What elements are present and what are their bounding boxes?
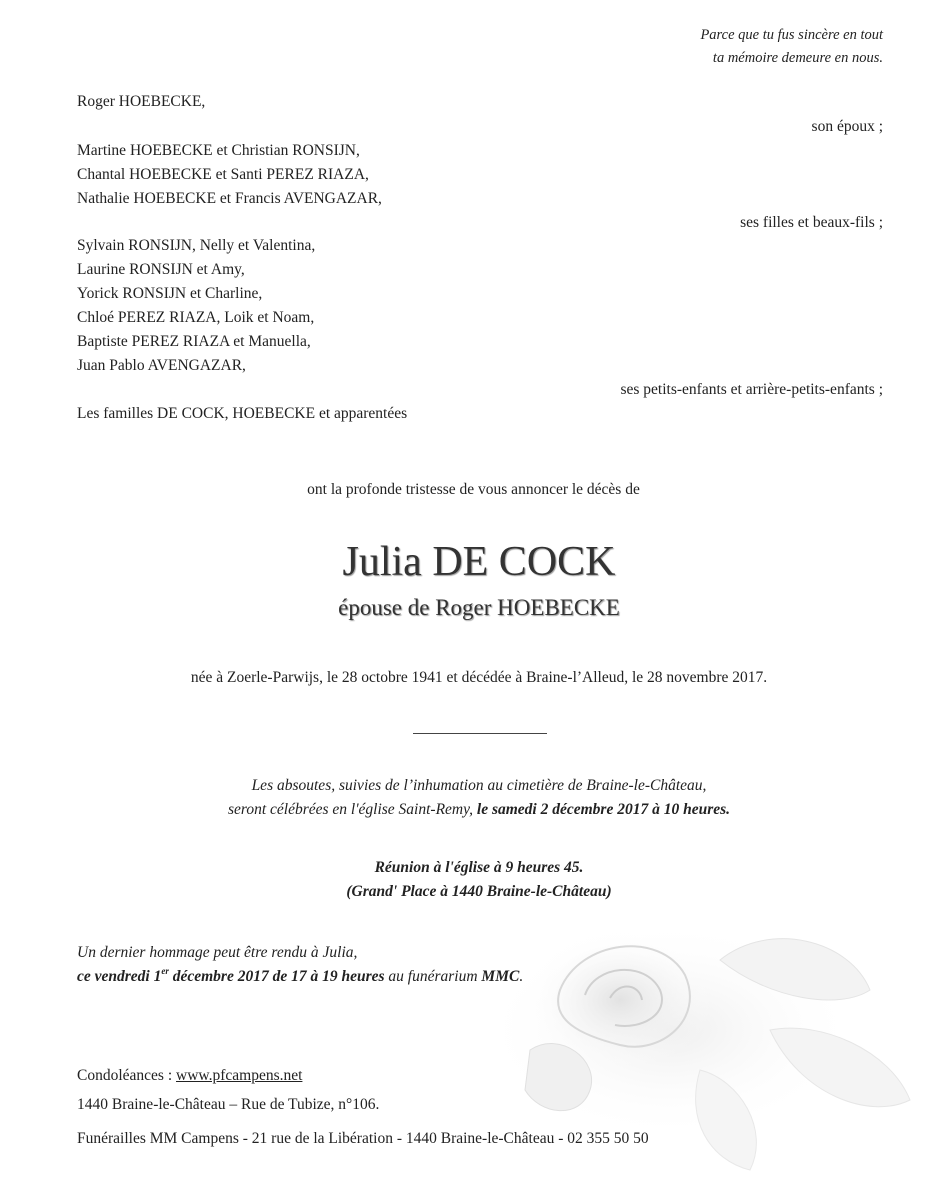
funeral-home-footer: Funérailles MM Campens - 21 rue de la Libération - 1440 Braine-le-Château - 02 355 50 50 bbox=[77, 1130, 649, 1147]
tribute-date-sup: er bbox=[161, 966, 169, 976]
list-item: Martine HOEBECKE et Christian RONSIJN, bbox=[77, 142, 360, 159]
deceased-subtitle: épouse de Roger HOEBECKE bbox=[338, 595, 620, 620]
tribute-venue: MMC bbox=[481, 968, 520, 985]
epigraph-line: ta mémoire demeure en nous. bbox=[712, 50, 883, 66]
divider bbox=[413, 733, 547, 734]
children-role: ses filles et beaux-fils ; bbox=[740, 214, 883, 231]
grandchildren-role: ses petits-enfants et arrière-petits-enfants ; bbox=[620, 381, 883, 398]
list-item: Sylvain RONSIJN, Nelly et Valentina, bbox=[77, 237, 316, 254]
deceased-name: Julia DE COCK bbox=[342, 539, 616, 585]
ceremony-date: le samedi 2 décembre 2017 à 10 heures. bbox=[476, 801, 731, 818]
ceremony-info bbox=[0, 774, 947, 822]
epigraph bbox=[700, 24, 883, 70]
tribute-date bbox=[77, 968, 385, 985]
tribute-date-end: décembre 2017 de 17 à 19 heures bbox=[168, 968, 385, 985]
list-item: Chloé PEREZ RIAZA, Loik et Noam, bbox=[77, 309, 315, 326]
children-list bbox=[77, 139, 382, 211]
ceremony-line: Les absoutes, suivies de l’inhumation au cimetière de Braine-le-Château, bbox=[251, 777, 707, 794]
spouse-role: son époux ; bbox=[811, 118, 883, 135]
epigraph-line: Parce que tu fus sincère en tout bbox=[700, 27, 883, 43]
meeting-info bbox=[0, 856, 947, 904]
families-line: Les familles DE COCK, HOEBECKE et apparentées bbox=[77, 405, 408, 422]
tribute-info bbox=[77, 941, 523, 989]
meeting-line: (Grand' Place à 1440 Braine-le-Château) bbox=[346, 883, 612, 900]
birth-death-dates: née à Zoerle-Parwijs, le 28 octobre 1941 et décédée à Braine-l’Alleud, le 28 novembre 2017. bbox=[190, 669, 768, 686]
tribute-date-start: ce vendredi 1 bbox=[77, 968, 162, 985]
tribute-middle: au funérarium bbox=[384, 968, 482, 985]
announcement: ont la profonde tristesse de vous annoncer le décès de bbox=[307, 481, 640, 498]
list-item: Chantal HOEBECKE et Santi PEREZ RIAZA, bbox=[77, 166, 369, 183]
grandchildren-list bbox=[77, 234, 315, 378]
condolences-link[interactable]: www.pfcampens.net bbox=[176, 1067, 303, 1084]
condolences-label: Condoléances : bbox=[77, 1067, 177, 1084]
ceremony-location: seront célébrées en l'église Saint-Remy, bbox=[227, 801, 477, 818]
tribute-line bbox=[77, 965, 523, 989]
list-item: Baptiste PEREZ RIAZA et Manuella, bbox=[77, 333, 311, 350]
ceremony-line bbox=[0, 798, 947, 822]
list-item: Laurine RONSIJN et Amy, bbox=[77, 261, 245, 278]
list-item: Yorick RONSIJN et Charline, bbox=[77, 285, 263, 302]
spouse-name: Roger HOEBECKE, bbox=[77, 93, 206, 110]
condolences bbox=[77, 1064, 302, 1088]
list-item: Juan Pablo AVENGAZAR, bbox=[77, 357, 246, 374]
tribute-line: Un dernier hommage peut être rendu à Julia, bbox=[77, 944, 358, 961]
tribute-end: . bbox=[519, 968, 524, 985]
meeting-line: Réunion à l'église à 9 heures 45. bbox=[374, 859, 584, 876]
list-item: Nathalie HOEBECKE et Francis AVENGAZAR, bbox=[77, 190, 382, 207]
address: 1440 Braine-le-Château – Rue de Tubize, n°106. bbox=[77, 1096, 380, 1113]
